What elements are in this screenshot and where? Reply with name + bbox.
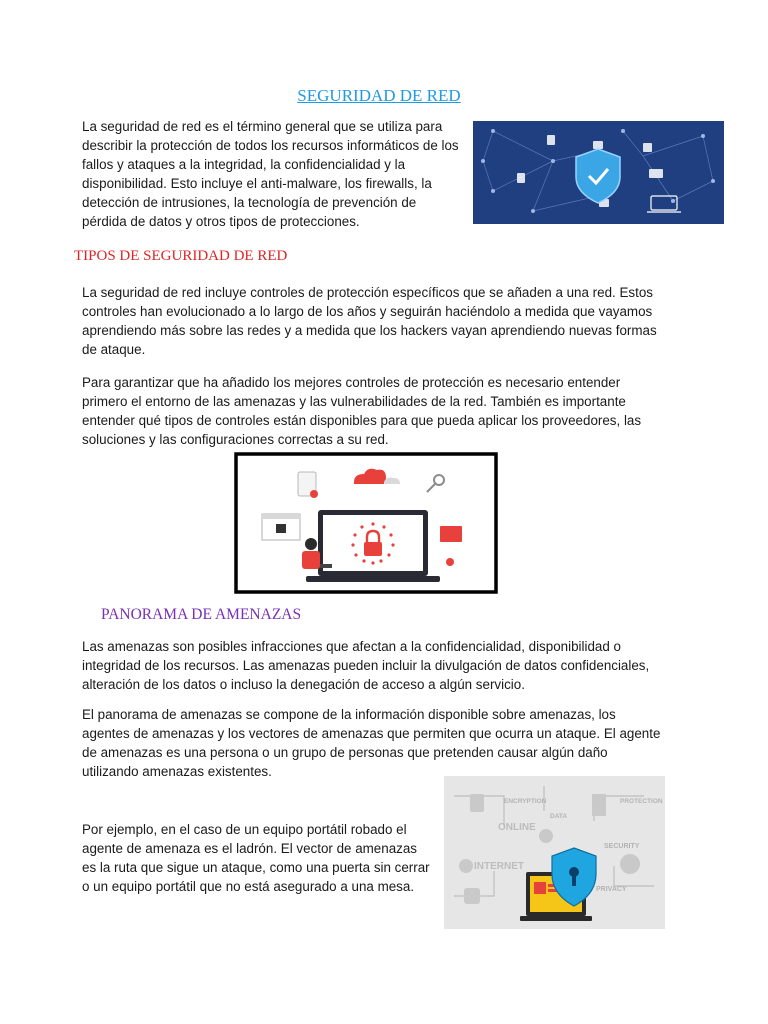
label-data: DATA: [550, 813, 568, 820]
tipos-paragraph-1: La seguridad de red incluye controles de protección específicos que se añaden a una red. Estos controles han evolucionado a lo largo de los años y seguirán haciéndolo a medida que vayamos aprendiendo más sobre las redes y a medida que los hackers vayan aprendiendo nuevas formas de ataque.: [82, 285, 657, 357]
section-heading-panorama: PANORAMA DE AMENAZAS: [101, 606, 302, 623]
label-online: ONLINE: [498, 822, 536, 833]
panorama-paragraph-3: Por ejemplo, en el caso de un equipo portátil robado el agente de amenaza es el ladrón. El vector de amenazas es la ruta que sigue un ataque, como una puerta sin cerrar o un equipo portátil que no está asegurado a una mesa.: [82, 822, 430, 894]
intro-paragraph: La seguridad de red es el término general que se utiliza para describir la protección de todos los recursos informáticos de los fallos y ataques a la integridad, la confidencialidad y la disponibilidad. Esto incluye el anti-malware, los firewalls, la detección de intrusiones, la tecnología de prevención de pérdida de datos y otros tipos de protecciones.: [82, 119, 459, 229]
section-heading-tipos: TIPOS DE SEGURIDAD DE RED: [74, 248, 288, 264]
panorama-paragraph-1: Las amenazas son posibles infracciones que afectan a la confidencialidad, disponibilidad o integridad de los recursos. Las amenazas pueden incluir la divulgación de datos confidenciales, alteración de los datos o incluso la denegación de acceso a algún servicio.: [82, 639, 650, 692]
laptop-lock-icon: [234, 452, 498, 594]
label-internet: INTERNET: [474, 861, 524, 872]
label-protection: PROTECTION: [620, 798, 663, 805]
cyber-security-image: [444, 776, 665, 929]
label-security: SECURITY: [604, 843, 640, 850]
label-privacy: PRIVACY: [596, 886, 627, 893]
network-shield-image: [473, 121, 724, 224]
page-title: SEGURIDAD DE RED: [297, 86, 461, 105]
panorama-paragraph-2: El panorama de amenazas se compone de la información disponible sobre amenazas, los agentes de amenazas y los vectores de amenazas que permiten que ocurra un ataque. El agente de amenazas es una persona o un grupo de personas que pretenden causar algún daño utilizando amenazas existentes.: [82, 707, 661, 779]
tipos-paragraph-2: Para garantizar que ha añadido los mejores controles de protección es necesario entender primero el entorno de las amenazas y las vulnerabilidades de la red. También es importante entender qué tipos de controles están disponibles para que pueda aplicar los proveedores, las soluciones y las configuraciones correctas a su red.: [82, 375, 642, 447]
cyber-shield-icon: [444, 776, 665, 929]
network-shield-icon: [473, 121, 724, 224]
label-encryption: ENCRYPTION: [504, 798, 547, 805]
laptop-lock-image: [234, 452, 498, 594]
